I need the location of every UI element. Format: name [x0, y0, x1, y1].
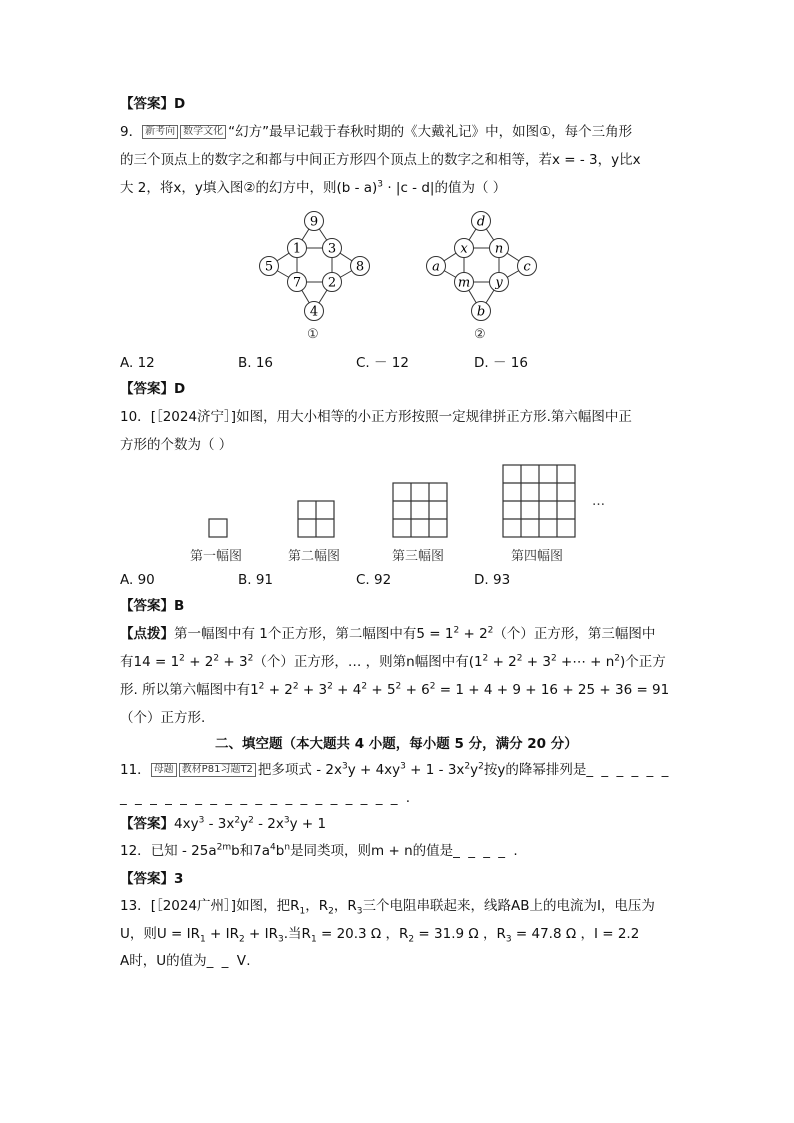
- q9-options: [120, 352, 592, 374]
- fig-label-3: 第三幅图: [392, 549, 445, 564]
- figure-2-label: ②: [474, 327, 486, 342]
- q13-line-1: 13．[［2024广州］]如图，把$R_1$，$R_2$，$R_3$三个电阻串联起来，线路AB上的电流为I，电压为: [120, 898, 655, 917]
- figure-2-node-label: d: [476, 214, 486, 230]
- answer-line: 【答案】D: [120, 96, 186, 112]
- fig-label-2: 第二幅图: [288, 549, 341, 564]
- q9-answer: 【答案】D: [120, 381, 186, 397]
- answer-blank: _ _ _ _ .: [453, 843, 520, 859]
- figure-2-node-label: b: [476, 304, 486, 320]
- figure-2-node-label: a: [432, 259, 440, 275]
- figure-1-node-label: 3: [327, 241, 337, 257]
- q10-options: [120, 569, 592, 591]
- figure-1-node-label: 1: [292, 241, 302, 257]
- figure-2-node-label: c: [523, 259, 531, 275]
- q9-line-2: 的三个顶点上的数字之和都与中间正方形四个顶点上的数字之和相等，若x = - 3，y比x: [120, 152, 641, 168]
- option-b: B. 91: [238, 572, 274, 588]
- q11-blank-line: _ _ _ _ _ _ _ _ _ _ _ _ _ _ _ _ _ _ _ .: [120, 790, 413, 806]
- hint-line-3: 形. 所以第六幅图中有$1^2 + 2^2 + 3^2 + 4^2 + 5^2 + 6^2 = 1 + 4 + 9 + 16 + 25 + 36 = 91$: [120, 681, 670, 698]
- option-c: C. － 12: [356, 355, 409, 371]
- figure-2-lines: [436, 221, 527, 311]
- figure-1-lines: [269, 221, 360, 311]
- figure-1-node-label: 9: [309, 214, 319, 230]
- hint-line-2: 有$14 = 1^2 + 2^2 + 3^2$（个）正方形，… ，则第n幅图中有($1^2 + 2^2 + 3^2$ +⋯ + $n^2$)个正方: [120, 653, 666, 670]
- figure-2-node-label: y: [495, 275, 503, 291]
- ellipsis: …: [592, 494, 605, 509]
- q9-line-1: 9． 新考向 数学文化 “幻方”最早记载于春秋时期的《大戴礼记》中，如图①，每个三角形: [120, 124, 633, 140]
- q10-line-2: 方形的个数为（ ）: [120, 437, 233, 453]
- q9-line-3: 大 2，将x，y填入图②的幻方中，则(b - a)$^3$ · |c - d|的值为（ ）: [120, 179, 507, 196]
- textbook-tag: 教材P81习题T2: [179, 763, 256, 777]
- figure-1-node-label: 8: [355, 259, 365, 275]
- option-c: C. 92: [356, 572, 392, 588]
- answer-blank: _ _ _ _ _ _: [586, 762, 671, 778]
- q11-answer: 【答案】$4xy^3 - 3x^2y^2 - 2x^3y + 1$: [120, 815, 327, 832]
- q13-line-3: A时，U的值为_ _ V.: [120, 953, 253, 969]
- q13-line-2: U，则$U = IR_1 + IR_2 + IR_3$.当$R_1 = 20.3$ Ω ，$R_2 = 31.9$ Ω ，$R_3 = 47.8$ Ω ，I = 2.2: [120, 926, 640, 945]
- option-b: B. 16: [238, 355, 274, 371]
- figure-1-label: ①: [307, 327, 319, 342]
- square-pattern-figures: [200, 462, 620, 542]
- q11-line-1: 11． 母题 教材P81习题T2 把多项式 - $2x^3y + 4xy^3 + 1 - 3x^2y^2$按y的降幂排列是_ _ _ _ _ _: [120, 761, 671, 778]
- fig-label-4: 第四幅图: [511, 549, 564, 564]
- figure-2-node-label: m: [457, 275, 471, 291]
- figure-2-node-label: n: [494, 241, 504, 257]
- figure-1-node-label: 5: [264, 259, 274, 275]
- option-d: D. － 16: [474, 355, 528, 371]
- figure-1-node-label: 4: [309, 304, 319, 320]
- q12-line: 12．已知 - $25a^{2m}b$和$7a^4b^n$是同类项，则m + n的值是_ _ _ _ .: [120, 842, 520, 859]
- magic-square-figures: [250, 205, 550, 350]
- answer-blank: _ _ V.: [206, 953, 253, 969]
- q12-answer: 【答案】3: [120, 871, 184, 887]
- figure-1-node-label: 7: [292, 275, 302, 291]
- option-d: D. 93: [474, 572, 511, 588]
- source-tag: 母题: [151, 763, 177, 777]
- section-heading: 二、填空题（本大题共 4 小题，每小题 5 分，满分 20 分）: [215, 736, 578, 752]
- fig-label-1: 第一幅图: [190, 549, 243, 564]
- hint-line-1: 【点拨】第一幅图中有 1个正方形，第二幅图中有$5 = 1^2 + 2^2$（个）正方形，第三幅图中: [120, 625, 656, 642]
- q10-answer: 【答案】B: [120, 598, 185, 614]
- option-a: A. 90: [120, 572, 155, 588]
- math-culture-tag: 数学文化: [180, 125, 226, 139]
- new-trend-tag: 新考向: [142, 125, 178, 139]
- q10-line-1: 10．[［2024济宁］]如图，用大小相等的小正方形按照一定规律拼正方形.第六幅图中正: [120, 409, 632, 425]
- hint-line-4: （个）正方形.: [120, 710, 206, 726]
- figure-1-node-label: 2: [327, 275, 337, 291]
- figure-2-node-label: x: [460, 241, 468, 257]
- option-a: A. 12: [120, 355, 155, 371]
